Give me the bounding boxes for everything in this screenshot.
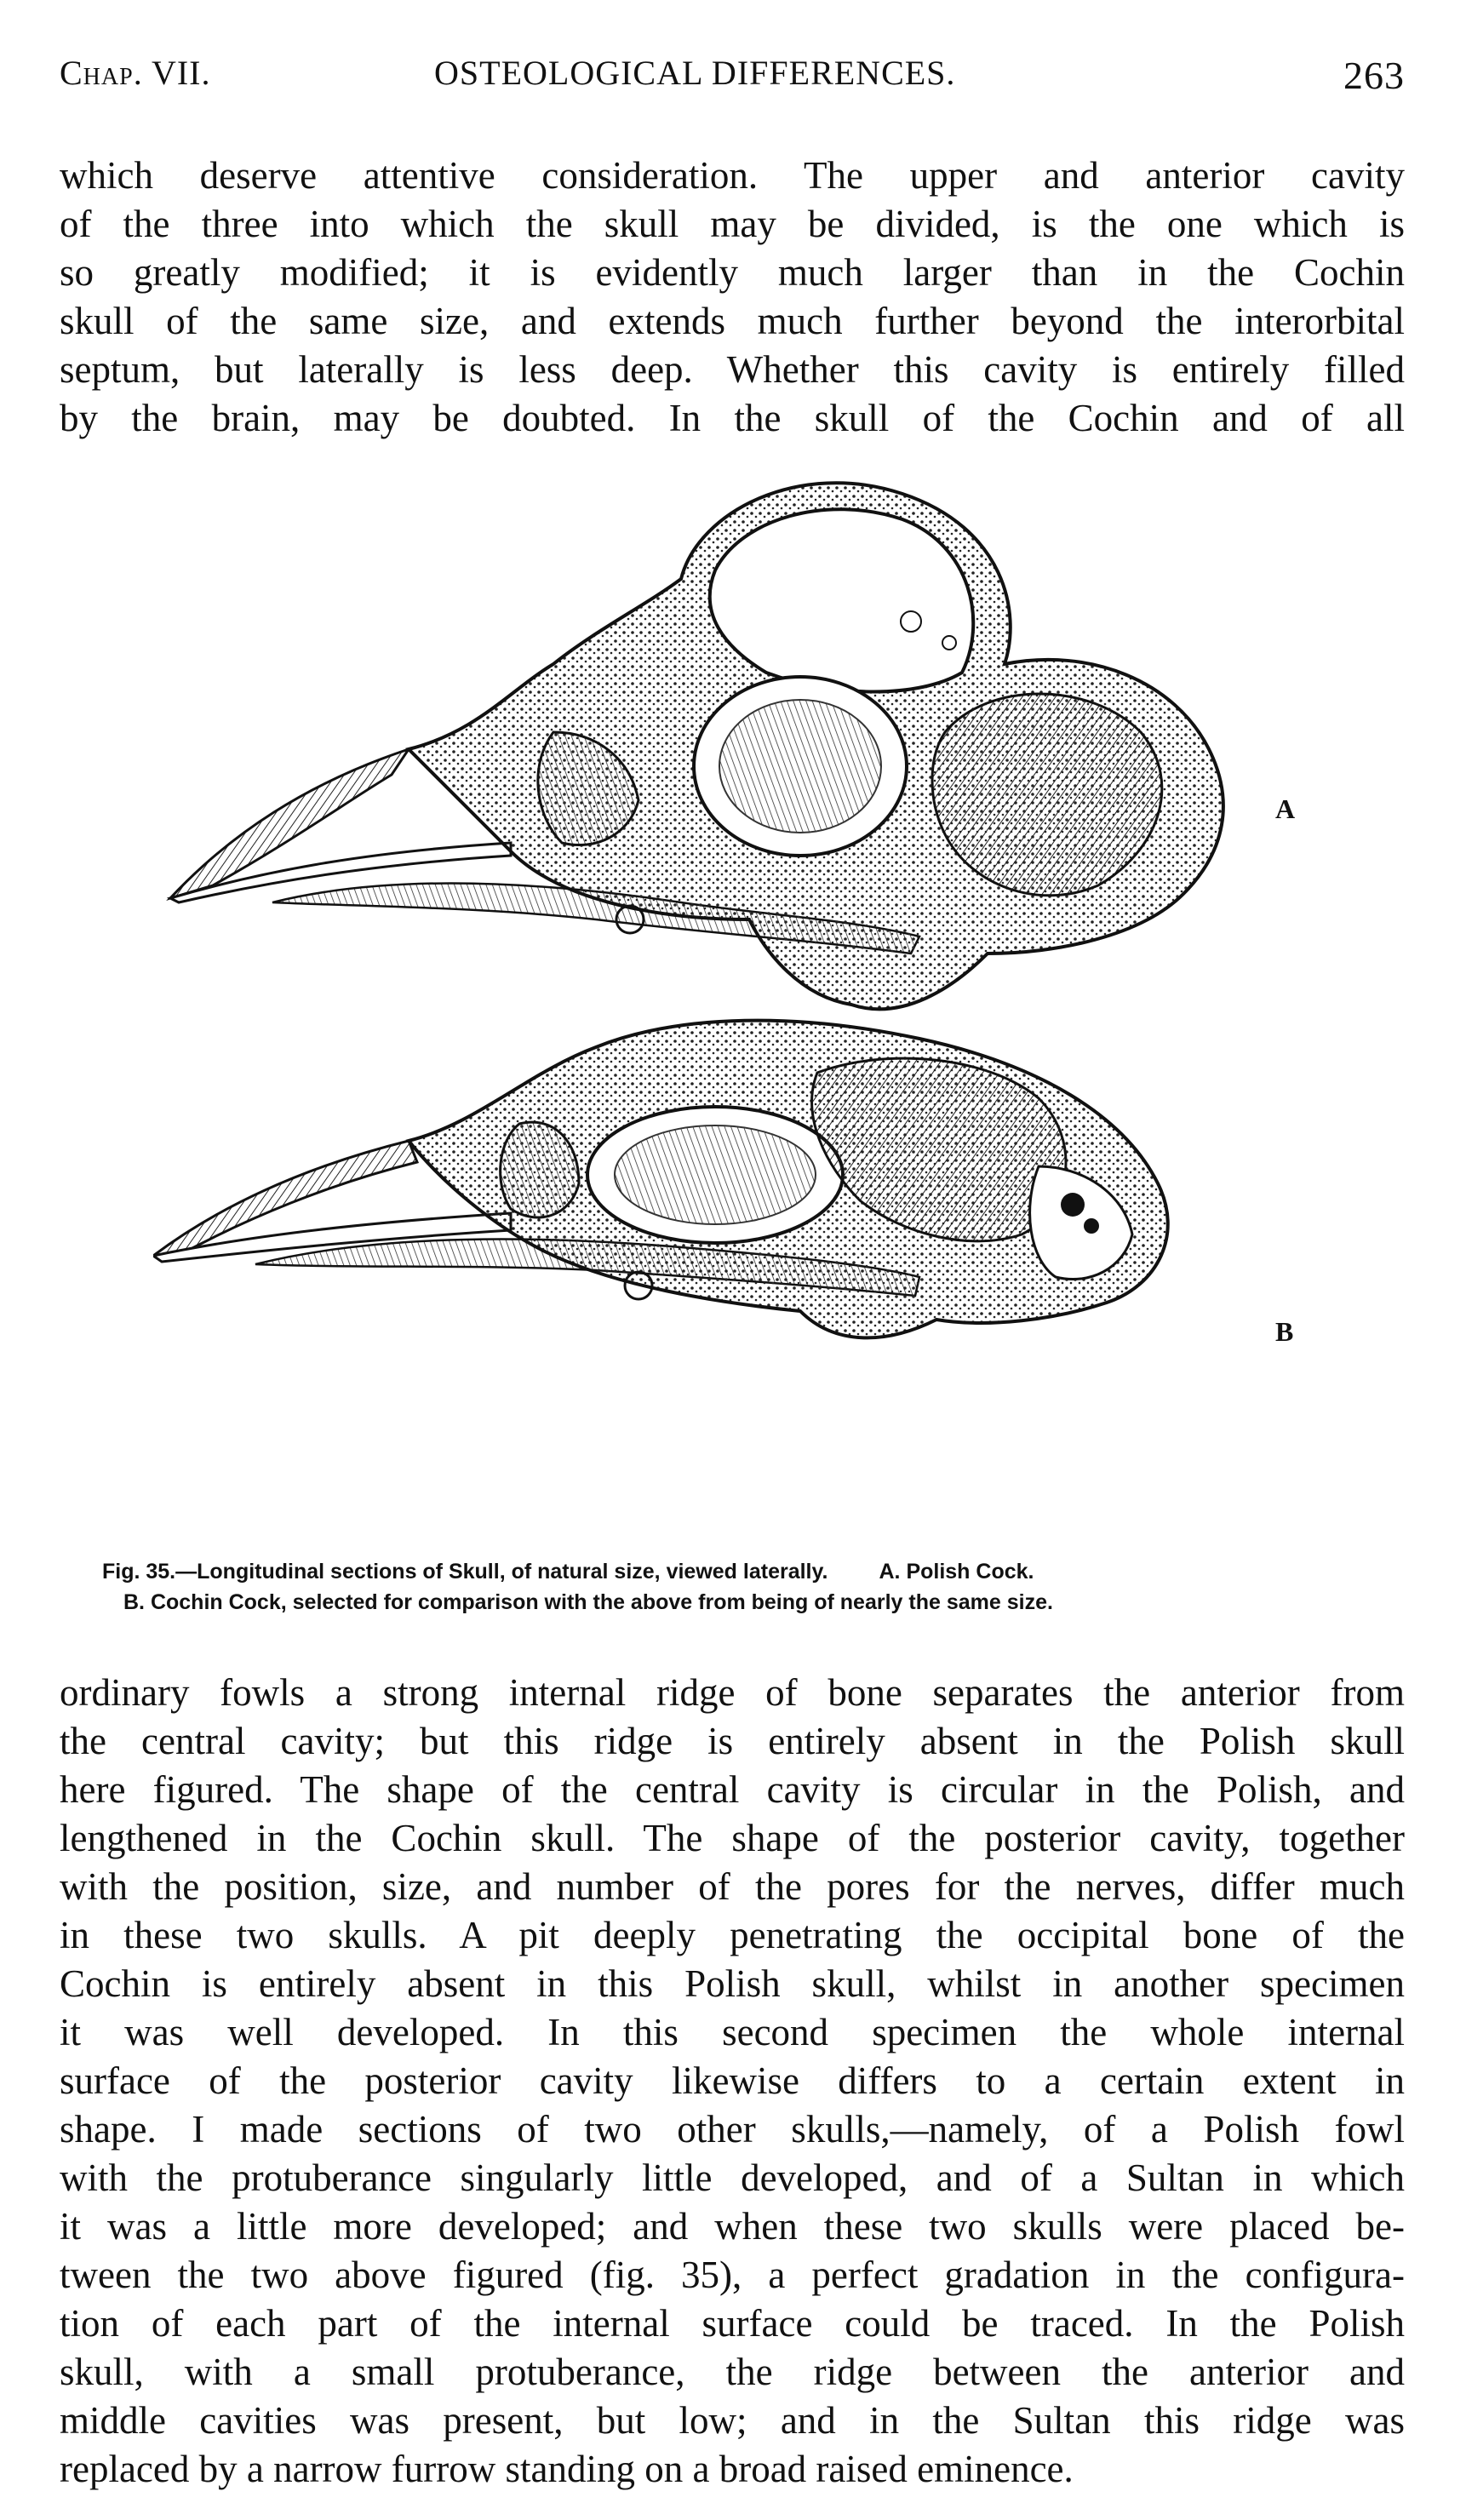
text-line: in these two skulls. A pit deeply penetrating the occipital bone of the: [60, 1914, 1405, 1956]
running-header: [60, 53, 1405, 104]
figure-label-b: B: [1275, 1316, 1294, 1347]
text-line: here figured. The shape of the central cavity is circular in the Polish, and: [60, 1768, 1405, 1811]
text-line: the central cavity; but this ridge is entirely absent in the Polish skull: [60, 1720, 1405, 1762]
text-line: it was a little more developed; and when these two skulls were placed be-: [60, 2205, 1405, 2248]
caption-line-2: B. Cochin Cock, selected for comparison with the above from being of nearly the same size.: [123, 1590, 1053, 1614]
text-line: septum, but laterally is less deep. Whether this cavity is entirely filled: [60, 348, 1405, 391]
chapter-label: Chap. VII.: [60, 54, 211, 92]
text-line: lengthened in the Cochin skull. The shape of the posterior cavity, together: [60, 1817, 1405, 1859]
text-line: tween the two above figured (fig. 35), a perfect gradation in the configura-: [60, 2254, 1405, 2296]
skull-figure: [153, 477, 1328, 1558]
text-line: so greatly modified; it is evidently much larger than in the Cochin: [60, 251, 1405, 294]
text-line: shape. I made sections of two other skulls,—namely, of a Polish fowl: [60, 2108, 1405, 2151]
paragraph-top: [60, 152, 1405, 443]
text-line: by the brain, may be doubted. In the skull of the Cochin and of all: [60, 397, 1405, 439]
text-line: of the three into which the skull may be divided, is the one which is: [60, 203, 1405, 245]
caption-line-1: Fig. 35.—Longitudinal sections of Skull, of natural size, viewed laterally.: [102, 1560, 828, 1584]
running-title: OSTEOLOGICAL DIFFERENCES.: [434, 54, 956, 92]
skull-a-drawing: [170, 483, 1223, 1009]
text-line: skull of the same size, and extends much further beyond the interorbital: [60, 300, 1405, 342]
text-line: replaced by a narrow furrow standing on a broad raised eminence.: [60, 2448, 1074, 2490]
text-line: surface of the posterior cavity likewise differs to a certain extent in: [60, 2059, 1405, 2102]
text-line: tion of each part of the internal surface could be traced. In the Polish: [60, 2302, 1405, 2345]
caption-label-a: A. Polish Cock.: [879, 1560, 1034, 1584]
skull-b-drawing: [153, 1021, 1168, 1338]
text-line: Cochin is entirely absent in this Polish skull, whilst in another specimen: [60, 1962, 1405, 2005]
text-line: ordinary fowls a strong internal ridge of bone separates the anterior from: [60, 1671, 1405, 1714]
text-line: with the protuberance singularly little developed, and of a Sultan in which: [60, 2156, 1405, 2199]
figure-caption: [102, 1556, 1362, 1618]
page-number: 263: [1343, 54, 1405, 97]
skull-illustration: [153, 477, 1328, 1558]
text-line: which deserve attentive consideration. The upper and anterior cavity: [60, 154, 1405, 197]
text-line: middle cavities was present, but low; and in the Sultan this ridge was: [60, 2399, 1405, 2442]
text-line: skull, with a small protuberance, the ridge between the anterior and: [60, 2351, 1405, 2393]
text-line: with the position, size, and number of the pores for the nerves, differ much: [60, 1865, 1405, 1908]
paragraph-bottom: [60, 1669, 1405, 2494]
text-line: it was well developed. In this second specimen the whole internal: [60, 2011, 1405, 2053]
figure-label-a: A: [1275, 793, 1296, 824]
